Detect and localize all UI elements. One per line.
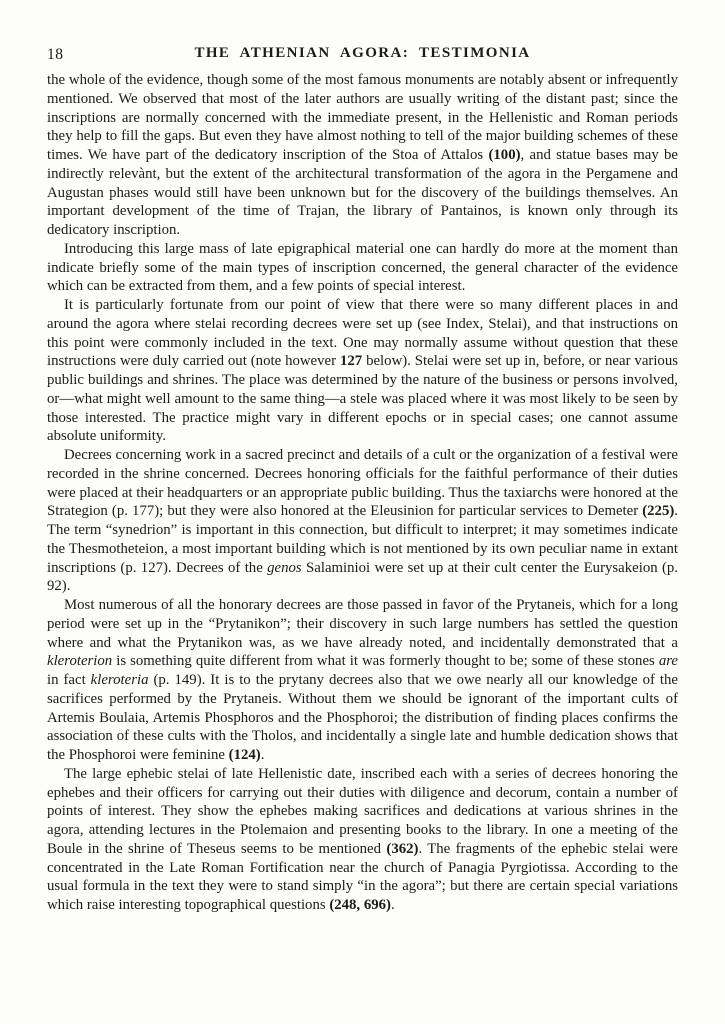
reference-number: (100) xyxy=(488,147,521,163)
italic-term: genos xyxy=(267,559,302,576)
reference-number: (362) xyxy=(386,840,419,857)
paragraph xyxy=(47,71,678,240)
paragraph xyxy=(47,240,678,296)
text-run: in fact xyxy=(47,672,91,688)
text-run: . xyxy=(260,747,265,763)
page-header xyxy=(47,45,678,65)
reference-number: (225) xyxy=(642,503,675,520)
text-run: , and statue bases may be indirectly relevànt, but the extent of the architectural transformation of the agora in the Pergamene and Augustan phases would still have been unknown but for the discovery of the buildings themselves. An important development of the time of Trajan, the library of Pantainos, is known only through its dedicatory inscription. xyxy=(47,147,678,238)
reference-number: 127 xyxy=(339,353,363,370)
reference-number: (248, 696) xyxy=(329,897,391,913)
reference-number: (124) xyxy=(228,747,261,763)
paragraph xyxy=(47,296,678,446)
text-run: . The fragments of the ephebic stelai were concentrated in the Late Roman Fortification near the church of Panagia Pyrgiotissa. According to the usual formula in the text they were to stand simply “in the agora”; but there are certain special variations which raise interesting topographical questions xyxy=(47,840,678,913)
text-run: It is particularly fortunate from our point of view that there were so many different places in and around the agora where stelai recording decrees were set up (see Index, Stelai), and that instructions on this point were commonly included in the text. One may normally assume without question that these instructions were duly carried out (note however xyxy=(47,297,678,370)
paragraph xyxy=(47,765,678,915)
running-title: THE ATHENIAN AGORA: TESTIMONIA xyxy=(194,45,531,61)
text-run: Introducing this large mass of late epigraphical material one can hardly do more at the moment than indicate briefly some of the main types of inscription concerned, the general character of the evidence which can be extracted from them, and a few points of special interest. xyxy=(47,240,678,295)
text-run: is something quite different from what it was formerly thought to be; some of these stones xyxy=(112,653,659,670)
text-run: Decrees concerning work in a sacred precinct and details of a cult or the organization of a festival were recorded in the shrine concerned. Decrees honoring officials for the faithful performance of their duties were placed at their headquarters or an appropriate public building. Thus the taxiarchs were honored at the Strategion (p. 177); but they were also honored at the Eleusinion for particular services to Demeter xyxy=(47,447,678,520)
italic-term: kleroteria xyxy=(90,672,149,688)
italic-term: are xyxy=(658,653,678,670)
page-number: 18 xyxy=(47,46,64,63)
text-run: the whole of the evidence, though some of the most famous monuments are notably absent or infrequently mentioned. We observed that most of the later authors are usually writing of the distant past; since the inscriptions are normally concerned with the immediate present, in the Hellenistic and Roman periods they help to fill the gaps. But even they have almost nothing to tell of the major building schemes of these times. We have part of the dedicatory inscription of the Stoa of Attalos xyxy=(47,72,678,163)
text-run: . xyxy=(390,897,395,913)
text-run: (p. 149). It is to the prytany decrees also that we owe nearly all our knowledge of the sacrifices performed by the Prytaneis. Without them we should be ignorant of the important cults of Artemis Boulaia, Artemis Phosphoros and the Phosphoroi; the distribution of finding places confirms the association of these cults with the Tholos, and incidentally a single late and humble dedication shows that the Phosphoroi were feminine xyxy=(47,672,678,763)
text-run: . The term “synedrion” is important in this connection, but difficult to interpret; it may sometimes indicate the Thesmotheteion, a most important building which is not mentioned by its own peculiar name in extant inscriptions (p. 127). Decrees of the xyxy=(47,503,678,576)
text-run: Salaminioi were set up at their cult center the Eurysakeion (p. 92). xyxy=(47,559,679,595)
text-run: below). Stelai were set up in, before, or near various public buildings and shrines. The place was determined by the nature of the business or persons involved, or—what might well amount to the same thing—a stele was placed where it was most likely to be seen by those interested. The practice might vary in different epochs or in special cases; one cannot assume absolute uniformity. xyxy=(47,353,678,445)
paragraph xyxy=(47,596,678,765)
italic-term: kleroterion xyxy=(47,653,113,670)
text-block xyxy=(47,71,678,915)
paragraph xyxy=(47,446,678,596)
text-run: The large ephebic stelai of late Hellenistic date, inscribed each with a series of decrees honoring the ephebes and their officers for carrying out their duties with diligence and decorum, contain a number of points of interest. They show the ephebes making sacrifices and dedications at various shrines in the agora, attending lectures in the Ptolemaion and presenting books to the library. In one a meeting of the Boule in the shrine of Theseus seems to be mentioned xyxy=(47,765,678,857)
text-run: Most numerous of all the honorary decrees are those passed in favor of the Prytaneis, which for a long period were set up in the “Prytanikon”; their discovery in such large numbers has settled the question where and what the Prytanikon was, as we have already noted, and incidentally demonstrated that a xyxy=(47,597,678,651)
